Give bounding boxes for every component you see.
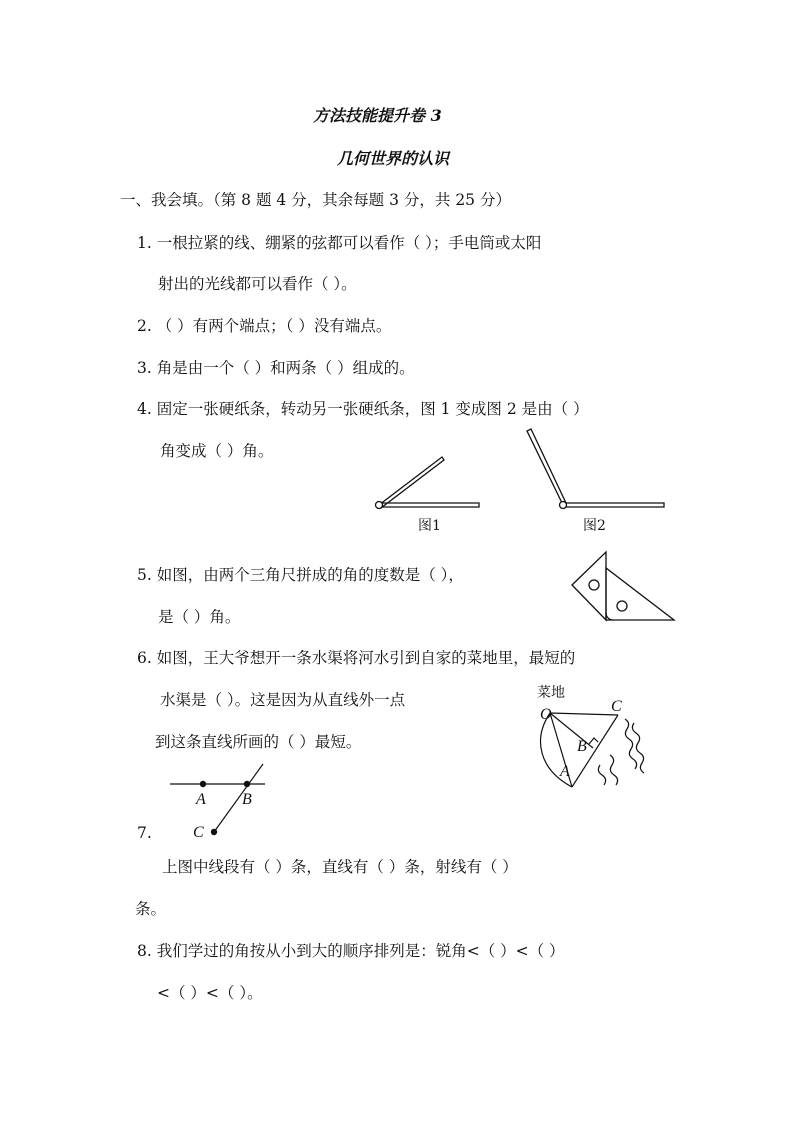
q6-line1: 6. 如图，王大爷想开一条水渠将河水引到自家的菜地里，最短的 [137,649,576,667]
q8-line2: <（ ）<（ ）。 [157,984,263,1002]
q6-label-O: O [540,706,552,723]
q7-line1: 上图中线段有（ ）条，直线有（ ）条，射线有（ ） [162,858,518,876]
q7-number: 7. [137,824,152,842]
q7-label-C: C [193,824,204,841]
q6-line2: 水渠是（ ）。这是因为从直线外一点 [160,691,406,709]
page-title: 方法技能提升卷 3 [313,106,442,125]
page-subtitle: 几何世界的认识 [337,149,450,168]
q6-label-C: C [611,698,622,715]
q6-label-A: A [560,763,570,780]
q5-line2: 是（ ）角。 [158,608,241,626]
q6-line3: 到这条直线所画的（ ）最短。 [155,733,362,751]
q7-line-figure [165,762,275,837]
q4-line2: 角变成（ ）角。 [160,442,274,460]
section-heading: 一、我会填。（第 8 题 4 分，其余每题 3 分，共 25 分） [120,191,511,209]
q7-label-B: B [242,791,252,808]
q4-line1: 4. 固定一张硬纸条，转动另一张硬纸条，图 1 变成图 2 是由（ ） [137,400,589,418]
q7-label-A: A [196,791,206,808]
q7-line2: 条。 [135,900,167,918]
q1-line2: 射出的光线都可以看作（ ）。 [158,275,357,293]
q5-line1: 5. 如图，由两个三角尺拼成的角的度数是（ ）， [137,566,464,584]
q3-line1: 3. 角是由一个（ ）和两条（ ）组成的。 [137,359,415,377]
q2-line1: 2. （ ）有两个端点；（ ）没有端点。 [137,317,392,335]
q6-field-river-figure [530,685,670,805]
q4-fig1-label: 图1 [418,518,441,534]
q5-triangle-figure [570,550,680,625]
q4-fig2-label: 图2 [583,518,606,534]
q1-line1: 1. 一根拉紧的线、绷紧的弦都可以看作（ ）；手电筒或太阳 [137,234,542,252]
q6-label-B: B [577,738,587,755]
q4-figure-2 [523,425,668,515]
q6-label-field: 菜地 [537,685,565,701]
q8-line1: 8. 我们学过的角按从小到大的顺序排列是：锐角<（ ）<（ ） [137,942,565,960]
q4-figure-1 [370,450,485,515]
